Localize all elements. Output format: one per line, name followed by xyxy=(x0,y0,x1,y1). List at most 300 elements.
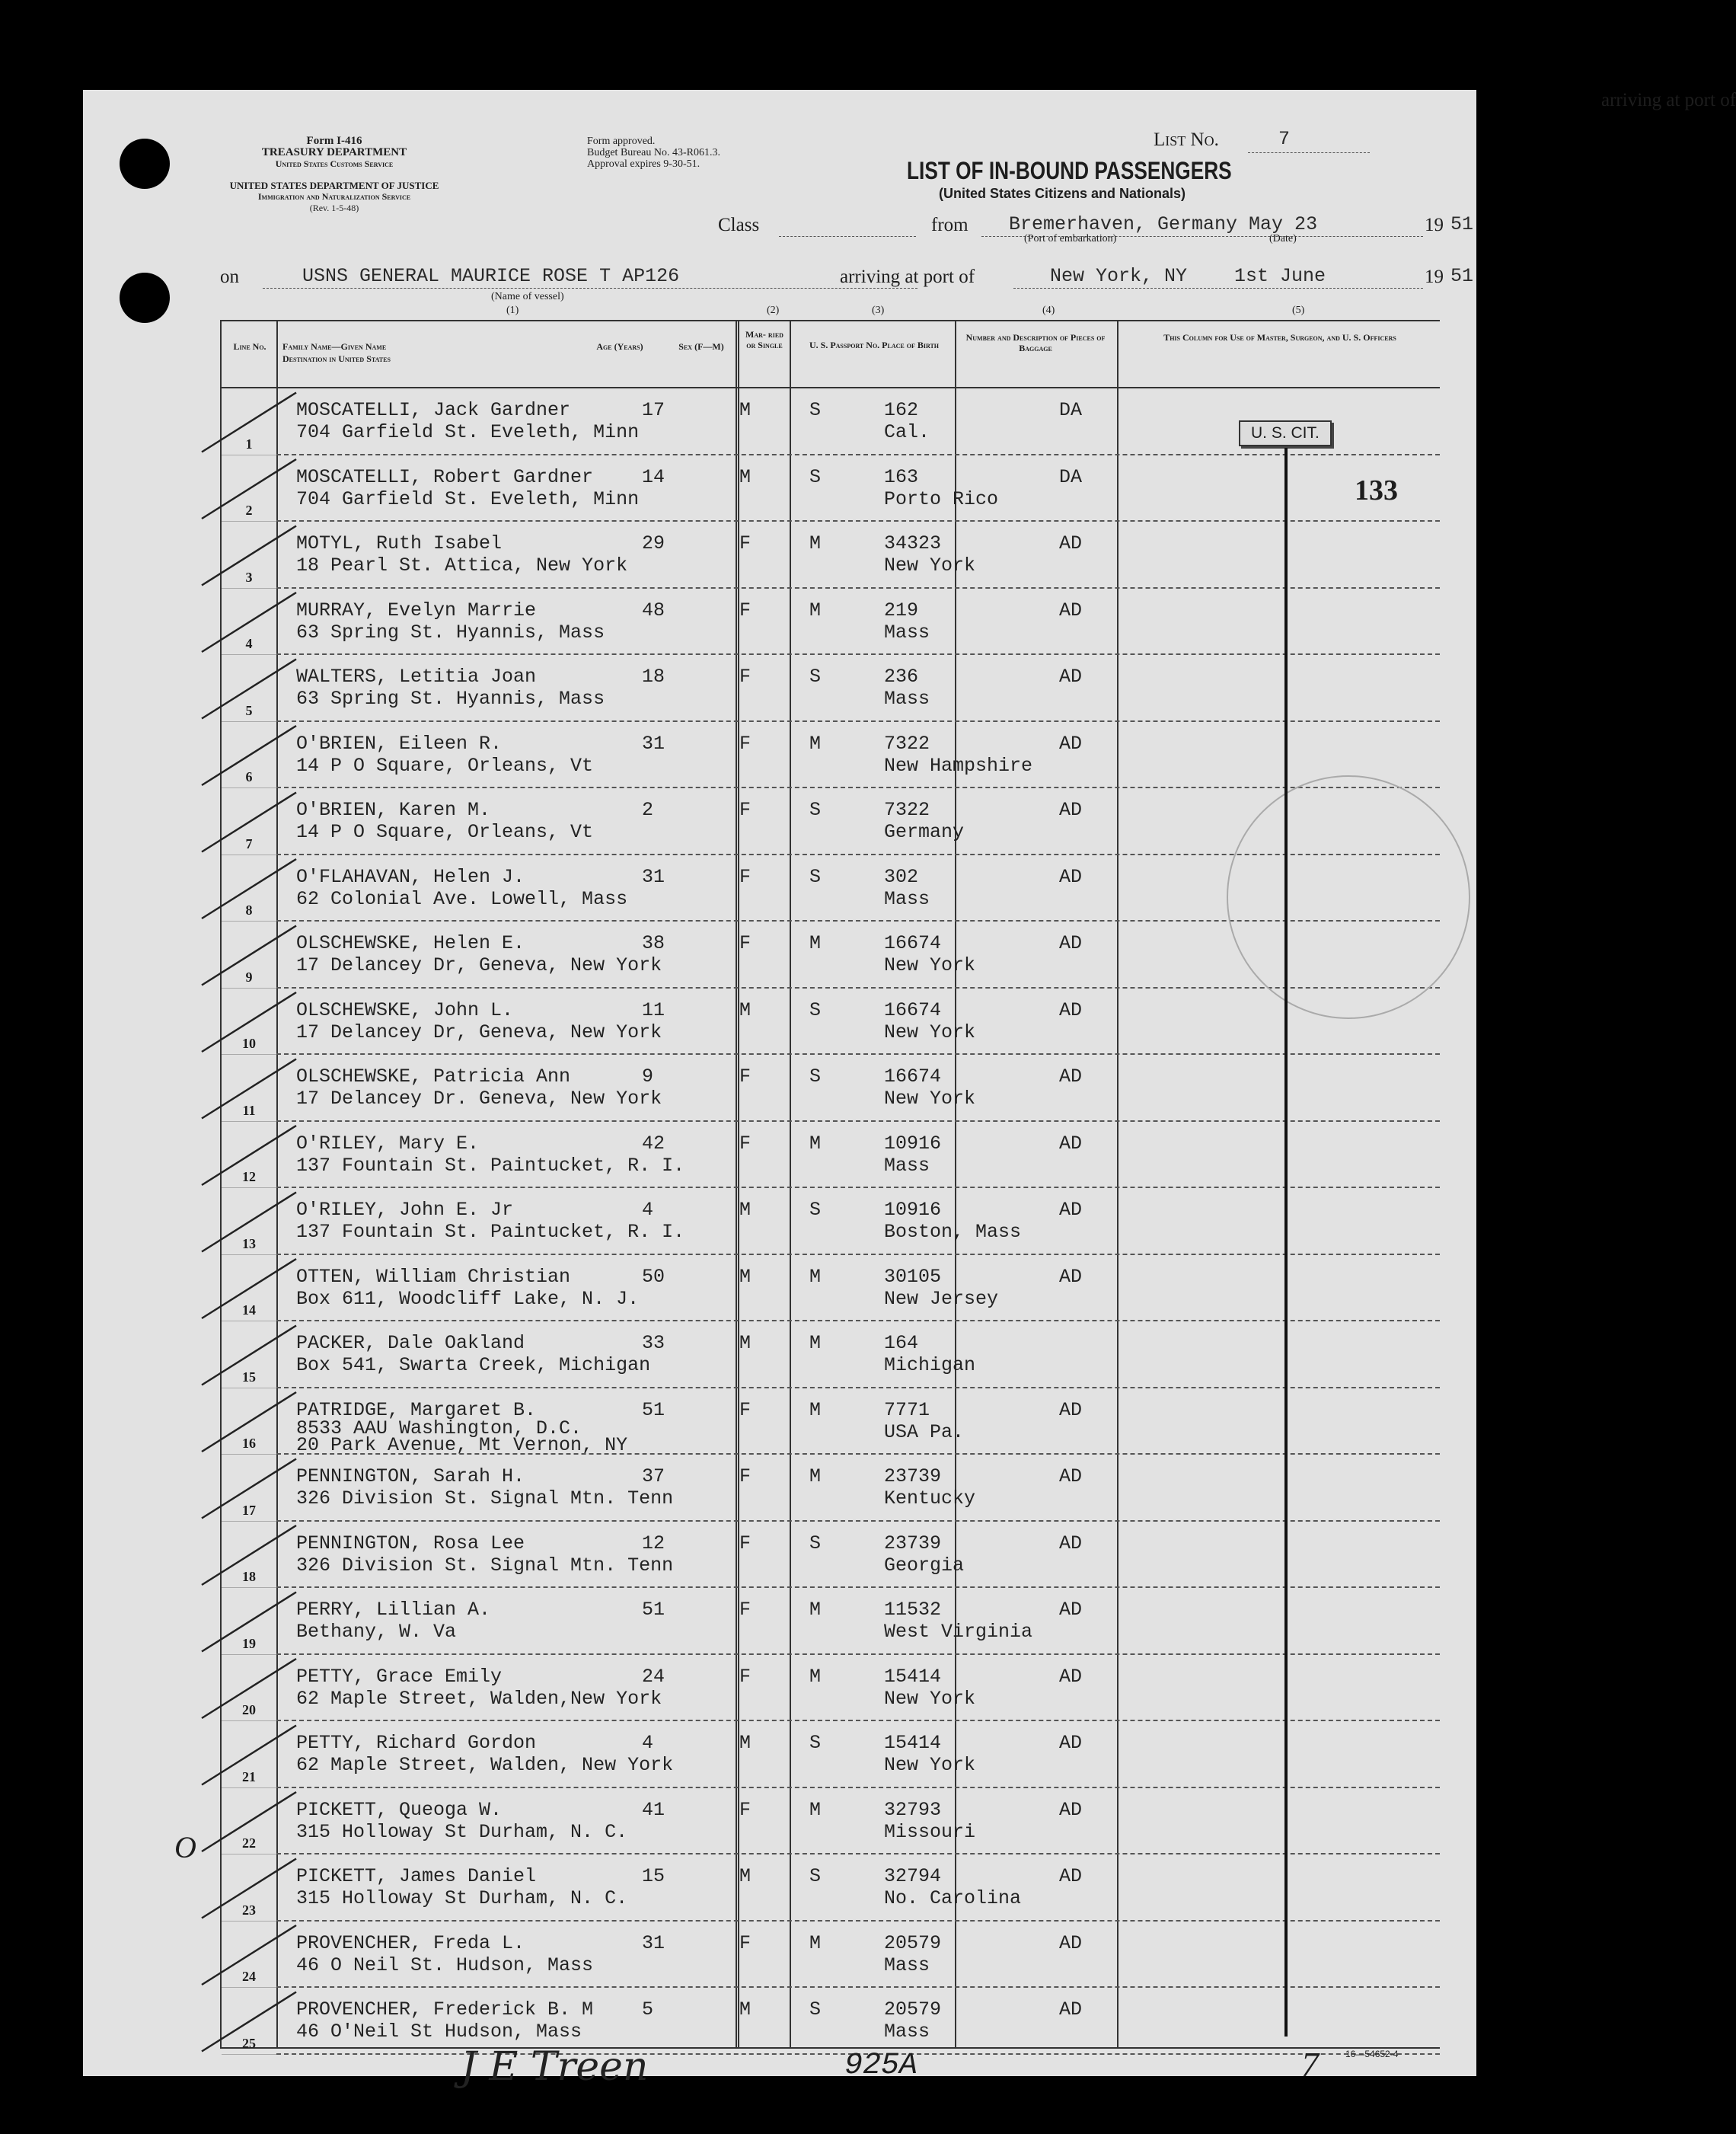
destination: Box 541, Swarta Creek, Michigan xyxy=(296,1354,651,1376)
passenger-age: 50 xyxy=(642,1265,665,1288)
passenger-sex: M xyxy=(739,998,752,1021)
passenger-age: 51 xyxy=(642,1398,665,1421)
passport-number: 219 xyxy=(884,599,919,621)
passenger-name: PETTY, Richard Gordon xyxy=(296,1732,537,1754)
passenger-sex: F xyxy=(739,599,752,621)
baggage: AD xyxy=(1059,1798,1083,1821)
baggage: AD xyxy=(1059,799,1083,821)
destination: 704 Garfield St. Eveleth, Minn xyxy=(296,487,640,510)
line-number: 16 xyxy=(242,1436,256,1451)
table-row xyxy=(222,1655,1440,1722)
class-underline xyxy=(779,236,916,237)
passenger-sex: M xyxy=(739,1998,752,2021)
line-number: 4 xyxy=(245,636,253,651)
place-of-birth: New York xyxy=(884,554,976,577)
passenger-age: 48 xyxy=(642,599,665,621)
marital-status: S xyxy=(809,998,822,1021)
destination: 137 Fountain St. Paintucket, R. I. xyxy=(296,1154,685,1177)
place-of-birth: Georgia xyxy=(884,1554,965,1577)
check-marks xyxy=(83,90,388,2076)
check-mark xyxy=(202,1326,296,1385)
passenger-name: PACKER, Dale Oakland xyxy=(296,1332,525,1354)
place-of-birth: Mass xyxy=(884,621,930,644)
passenger-sex: M xyxy=(739,1732,752,1754)
passenger-sex: M xyxy=(739,465,752,488)
place-of-birth: New York xyxy=(884,1754,976,1776)
place-of-birth: Missouri xyxy=(884,1820,976,1843)
passport-number: 236 xyxy=(884,666,919,688)
passport-number: 16674 xyxy=(884,1065,942,1088)
marital-status: S xyxy=(809,1532,822,1554)
check-mark xyxy=(202,526,296,586)
col-married: Mar- ried or Single xyxy=(745,329,783,350)
passenger-sex: F xyxy=(739,1665,752,1688)
col-officers: This Column for Use of Master, Surgeon, and U. S. Officers xyxy=(1163,332,1396,343)
check-mark xyxy=(202,926,296,986)
baggage: AD xyxy=(1059,732,1083,755)
table-row xyxy=(222,1854,1440,1922)
table-row xyxy=(222,989,1440,1056)
destination: 62 Colonial Ave. Lowell, Mass xyxy=(296,887,628,910)
page-title: LIST OF IN-BOUND PASSENGERS xyxy=(907,157,1232,184)
destination: 63 Spring St. Hyannis, Mass xyxy=(296,688,605,710)
passenger-name: WALTERS, Letitia Joan xyxy=(296,666,537,688)
check-mark xyxy=(202,1193,296,1252)
marital-status: S xyxy=(809,1998,822,2021)
line-number: 10 xyxy=(242,1036,256,1051)
line-number: 12 xyxy=(242,1169,256,1184)
baggage: AD xyxy=(1059,1065,1083,1088)
marital-status: S xyxy=(809,399,822,421)
destination: 704 Garfield St. Eveleth, Minn xyxy=(296,421,640,443)
passenger-sex: M xyxy=(739,1865,752,1887)
baggage: AD xyxy=(1059,932,1083,954)
from-year-prefix: 19 xyxy=(1425,215,1444,235)
passenger-sex: F xyxy=(739,532,752,554)
arrival-year-prefix: 19 xyxy=(1425,267,1444,287)
baggage: AD xyxy=(1059,1665,1083,1688)
check-mark xyxy=(202,1126,296,1185)
marital-status: S xyxy=(809,1065,822,1088)
port-caption: (Port of embarkation) xyxy=(1024,233,1117,244)
passport-number: 23739 xyxy=(884,1465,942,1487)
page-mark: 7 xyxy=(1301,2045,1319,2084)
place-of-birth: New York xyxy=(884,1687,976,1710)
line-number: 23 xyxy=(242,1902,256,1918)
marital-status: M xyxy=(809,1332,822,1354)
place-of-birth: New York xyxy=(884,954,976,976)
customs-service: United States Customs Service xyxy=(275,158,394,169)
check-mark xyxy=(202,1792,296,1851)
passenger-age: 4 xyxy=(642,1732,654,1754)
table-row xyxy=(222,722,1440,789)
place-of-birth: Cal. xyxy=(884,421,930,443)
place-of-birth: Boston, Mass xyxy=(884,1221,1022,1243)
arrival-date: 1st June xyxy=(1234,265,1326,287)
destination: 14 P O Square, Orleans, Vt xyxy=(296,821,594,843)
marital-status: S xyxy=(809,666,822,688)
destination: 46 O Neil St. Hudson, Mass xyxy=(296,1954,594,1976)
table-row xyxy=(222,1721,1440,1788)
passenger-sex: M xyxy=(739,399,752,421)
approval-block xyxy=(587,136,720,170)
marital-status: M xyxy=(809,1465,822,1487)
colnum-4: (4) xyxy=(1042,305,1055,316)
passenger-sex: F xyxy=(739,1398,752,1421)
passenger-age: 4 xyxy=(642,1199,654,1221)
line-number: 1 xyxy=(245,436,253,452)
baggage: AD xyxy=(1059,865,1083,888)
passenger-name: MOTYL, Ruth Isabel xyxy=(296,532,503,554)
passenger-name: PROVENCHER, Freda L. xyxy=(296,1931,525,1954)
place-of-birth: Mass xyxy=(884,1954,930,1976)
place-of-birth: Mass xyxy=(884,887,930,910)
passenger-age: 33 xyxy=(642,1332,665,1354)
passenger-name: O'RILEY, John E. Jr xyxy=(296,1199,514,1221)
passenger-age: 31 xyxy=(642,865,665,888)
passenger-name: OTTEN, William Christian xyxy=(296,1265,571,1288)
col-passport: U. S. Passport No. Place of Birth xyxy=(809,340,939,350)
passenger-name: OLSCHEWSKE, Helen E. xyxy=(296,932,525,954)
line-number: 20 xyxy=(242,1702,256,1717)
destination: 18 Pearl St. Attica, New York xyxy=(296,554,628,577)
table-row xyxy=(222,1455,1440,1522)
signature-code: 925A xyxy=(844,2049,918,2083)
passenger-age: 17 xyxy=(642,399,665,421)
from-label: from xyxy=(931,215,969,235)
passenger-list-page xyxy=(83,90,1736,2090)
table-row xyxy=(222,1055,1440,1122)
passport-number: 30105 xyxy=(884,1265,942,1288)
table-row xyxy=(222,522,1440,589)
baggage: AD xyxy=(1059,1398,1083,1421)
place-of-birth: Michigan xyxy=(884,1354,976,1376)
line-number: 15 xyxy=(242,1369,256,1385)
passenger-name: OLSCHEWSKE, John L. xyxy=(296,998,514,1021)
marital-status: S xyxy=(809,1865,822,1887)
date-caption: (Date) xyxy=(1269,233,1297,244)
check-mark xyxy=(202,1059,296,1119)
place-of-birth: Mass xyxy=(884,1154,930,1177)
destination: Box 611, Woodcliff Lake, N. J. xyxy=(296,1287,640,1310)
passenger-sex: F xyxy=(739,1065,752,1088)
passport-number: 32794 xyxy=(884,1865,942,1887)
passenger-sex: M xyxy=(739,1265,752,1288)
passenger-age: 51 xyxy=(642,1599,665,1621)
approval-line-1: Form approved. xyxy=(587,136,656,147)
passenger-sex: F xyxy=(739,932,752,954)
table-row xyxy=(222,655,1440,722)
marital-status: M xyxy=(809,1665,822,1688)
table-row xyxy=(222,455,1440,522)
passenger-name: MURRAY, Evelyn Marrie xyxy=(296,599,537,621)
check-mark xyxy=(202,793,296,852)
marital-status: S xyxy=(809,1732,822,1754)
check-mark xyxy=(202,726,296,785)
table-row xyxy=(222,1988,1440,2055)
revision: (Rev. 1-5-48) xyxy=(309,203,359,213)
check-mark xyxy=(202,1726,296,1785)
destination: 17 Delancey Dr, Geneva, New York xyxy=(296,954,662,976)
destination: 8533 AAU Washington, D.C. xyxy=(296,1417,582,1439)
line-number: 8 xyxy=(245,902,253,918)
place-of-birth: West Virginia xyxy=(884,1621,1033,1643)
arrival-port: New York, NY xyxy=(1050,265,1188,287)
passenger-name: PROVENCHER, Frederick B. M xyxy=(296,1998,594,2021)
line-number: 24 xyxy=(242,1969,256,1984)
passport-number: 10916 xyxy=(884,1199,942,1221)
baggage: AD xyxy=(1059,1132,1083,1155)
ditto-pen-line xyxy=(1284,448,1288,2037)
destination: 17 Delancey Dr, Geneva, New York xyxy=(296,1021,662,1043)
baggage: AD xyxy=(1059,1532,1083,1554)
passenger-name: MOSCATELLI, Jack Gardner xyxy=(296,399,571,421)
line-number: 7 xyxy=(245,835,253,851)
baggage: AD xyxy=(1059,998,1083,1021)
table-row xyxy=(222,589,1440,656)
passport-number: 302 xyxy=(884,865,919,888)
destination: 17 Delancey Dr. Geneva, New York xyxy=(296,1088,662,1110)
destination-line-2: 20 Park Avenue, Mt Vernon, NY xyxy=(296,1433,628,1456)
line-number: 3 xyxy=(245,569,253,585)
place-of-birth: Germany xyxy=(884,821,965,843)
colnum-1: (1) xyxy=(506,305,519,316)
destination: 315 Holloway St Durham, N. C. xyxy=(296,1820,628,1843)
check-mark xyxy=(202,992,296,1052)
line-number: 18 xyxy=(242,1569,256,1584)
line-number: 6 xyxy=(245,769,253,784)
passenger-age: 9 xyxy=(642,1065,654,1088)
passenger-sex: F xyxy=(739,1931,752,1954)
destination: 62 Maple Street, Walden, New York xyxy=(296,1754,674,1776)
baggage: AD xyxy=(1059,1265,1083,1288)
arrival-underline xyxy=(1013,288,1423,289)
passport-number: 7771 xyxy=(884,1398,930,1421)
table-row xyxy=(222,1388,1440,1455)
check-mark xyxy=(202,859,296,918)
check-mark xyxy=(202,1392,296,1452)
us-citizen-stamp: U. S. CIT. xyxy=(1239,420,1332,446)
passport-number: 16674 xyxy=(884,998,942,1021)
destination: 14 P O Square, Orleans, Vt xyxy=(296,754,594,777)
passenger-age: 42 xyxy=(642,1132,665,1155)
col-age: Age (Years) xyxy=(596,341,643,352)
passport-number: 10916 xyxy=(884,1132,942,1155)
marital-status: S xyxy=(809,865,822,888)
place-of-birth: New York xyxy=(884,1088,976,1110)
margin-mark: O xyxy=(174,1830,196,1864)
table-row xyxy=(222,1321,1440,1388)
place-of-birth: New York xyxy=(884,1021,976,1043)
passenger-name: PICKETT, Queoga W. xyxy=(296,1798,503,1821)
place-of-birth: New Jersey xyxy=(884,1287,999,1310)
table-row xyxy=(222,1922,1440,1989)
baggage: AD xyxy=(1059,666,1083,688)
marital-status: M xyxy=(809,732,822,755)
place-of-birth: New Hampshire xyxy=(884,754,1033,777)
passenger-sex: F xyxy=(739,666,752,688)
line-number: 17 xyxy=(242,1502,256,1518)
passenger-sex: M xyxy=(739,1332,752,1354)
passenger-count: 133 xyxy=(1355,474,1398,506)
marital-status: M xyxy=(809,1265,822,1288)
passenger-age: 37 xyxy=(642,1465,665,1487)
line-number: 2 xyxy=(245,503,253,518)
colnum-2: (2) xyxy=(767,305,780,316)
destination: 326 Division St. Signal Mtn. Tenn xyxy=(296,1487,674,1509)
passenger-age: 38 xyxy=(642,932,665,954)
treasury-department: TREASURY DEPARTMENT xyxy=(261,146,407,158)
line-number: 13 xyxy=(242,1235,256,1251)
from-year: 51 xyxy=(1450,213,1474,235)
line-number: 25 xyxy=(242,2035,256,2051)
baggage: AD xyxy=(1059,1865,1083,1887)
marital-status: S xyxy=(809,799,822,821)
marital-status: M xyxy=(809,532,822,554)
passenger-age: 5 xyxy=(642,1998,654,2021)
check-mark xyxy=(202,1925,296,1985)
marital-status: M xyxy=(809,1132,822,1155)
marital-status: M xyxy=(809,1798,822,1821)
destination: 46 O'Neil St Hudson, Mass xyxy=(296,2021,582,2043)
check-mark xyxy=(202,393,296,452)
place-of-birth: Mass xyxy=(884,688,930,710)
table-row xyxy=(222,1522,1440,1589)
passenger-sex: F xyxy=(739,732,752,755)
check-mark xyxy=(202,1259,296,1318)
passenger-name: O'RILEY, Mary E. xyxy=(296,1132,480,1155)
passport-number: 23739 xyxy=(884,1532,942,1554)
passenger-name: PENNINGTON, Rosa Lee xyxy=(296,1532,525,1554)
line-number: 19 xyxy=(242,1635,256,1651)
class-label: Class xyxy=(718,215,760,235)
vessel-caption: (Name of vessel) xyxy=(491,291,564,302)
check-mark xyxy=(202,1659,296,1718)
passport-number: 32793 xyxy=(884,1798,942,1821)
form-code: 16—54652-4 xyxy=(1345,2049,1399,2059)
baggage: AD xyxy=(1059,1732,1083,1754)
passenger-age: 14 xyxy=(642,465,665,488)
passenger-age: 11 xyxy=(642,998,665,1021)
passport-number: 7322 xyxy=(884,732,930,755)
col-name: Family Name—Given Name xyxy=(282,341,387,352)
passenger-age: 2 xyxy=(642,799,654,821)
destination: 62 Maple Street, Walden,New York xyxy=(296,1687,662,1710)
baggage: AD xyxy=(1059,532,1083,554)
baggage: AD xyxy=(1059,1599,1083,1621)
table-row xyxy=(222,1588,1440,1655)
passenger-sex: F xyxy=(739,799,752,821)
passenger-name: O'FLAHAVAN, Helen J. xyxy=(296,865,525,888)
passport-number: 7322 xyxy=(884,799,930,821)
passenger-name: PICKETT, James Daniel xyxy=(296,1865,537,1887)
colnum-5: (5) xyxy=(1292,305,1305,316)
check-mark xyxy=(202,459,296,519)
baggage: AD xyxy=(1059,599,1083,621)
passenger-age: 15 xyxy=(642,1865,665,1887)
marital-status: S xyxy=(809,1199,822,1221)
vessel-name: USNS GENERAL MAURICE ROSE T AP126 xyxy=(302,265,680,287)
destination: 326 Division St. Signal Mtn. Tenn xyxy=(296,1554,674,1577)
approval-line-3: Approval expires 9-30-51. xyxy=(587,158,700,170)
immigration-service: Immigration and Naturalization Service xyxy=(257,191,411,202)
col-sex: Sex (F—M) xyxy=(678,341,724,352)
passenger-sex: F xyxy=(739,1798,752,1821)
passenger-table xyxy=(220,320,1440,2049)
passenger-sex: M xyxy=(739,1199,752,1221)
line-number: 9 xyxy=(245,969,253,985)
place-of-birth: No. Carolina xyxy=(884,1887,1022,1909)
passport-number: 20579 xyxy=(884,1931,942,1954)
passenger-age: 31 xyxy=(642,1931,665,1954)
list-no-underline xyxy=(1248,152,1370,153)
passenger-sex: F xyxy=(739,1532,752,1554)
passenger-age: 29 xyxy=(642,532,665,554)
baggage: DA xyxy=(1059,465,1083,488)
line-number: 14 xyxy=(242,1302,256,1318)
page-subtitle: (United States Citizens and Nationals) xyxy=(939,186,1186,201)
check-mark xyxy=(202,1525,296,1585)
baggage: DA xyxy=(1059,399,1083,421)
passenger-name: PETTY, Grace Emily xyxy=(296,1665,503,1688)
place-of-birth: Porto Rico xyxy=(884,487,999,510)
marital-status: M xyxy=(809,1599,822,1621)
passport-number: 15414 xyxy=(884,1665,942,1688)
passenger-age: 41 xyxy=(642,1798,665,1821)
passenger-age: 31 xyxy=(642,732,665,755)
passenger-name: OLSCHEWSKE, Patricia Ann xyxy=(296,1065,571,1088)
approval-line-2: Budget Bureau No. 43-R061.3. xyxy=(587,147,720,158)
passenger-age: 24 xyxy=(642,1665,665,1688)
passenger-sex: F xyxy=(739,1465,752,1487)
passenger-sex: F xyxy=(739,1132,752,1155)
inspector-signature: J E Treen xyxy=(461,2044,649,2090)
list-no-value: 7 xyxy=(1278,128,1291,150)
list-no-label: List No. xyxy=(1154,129,1219,150)
line-number: 5 xyxy=(245,702,253,718)
justice-department: UNITED STATES DEPARTMENT OF JUSTICE xyxy=(229,180,439,191)
arrival-year: 51 xyxy=(1450,265,1474,287)
col-destination: Destination in United States xyxy=(282,353,391,364)
baggage: AD xyxy=(1059,1931,1083,1954)
check-mark xyxy=(202,1992,296,2052)
faint-stamp-circle xyxy=(1227,775,1470,1019)
on-label: on xyxy=(220,267,239,287)
col-line-no: Line No. xyxy=(233,341,266,352)
marital-status: M xyxy=(809,1931,822,1954)
line-number: 11 xyxy=(242,1102,256,1118)
marital-status: M xyxy=(809,932,822,954)
marital-status: M xyxy=(809,1398,822,1421)
place-of-birth: Kentucky xyxy=(884,1487,976,1509)
place-of-birth: USA Pa. xyxy=(884,1420,965,1443)
table-row xyxy=(222,1788,1440,1855)
passenger-name: PENNINGTON, Sarah H. xyxy=(296,1465,525,1487)
passenger-name: PERRY, Lillian A. xyxy=(296,1599,491,1621)
check-mark xyxy=(202,1859,296,1918)
passenger-age: 18 xyxy=(642,666,665,688)
check-mark xyxy=(202,660,296,719)
passport-number: 162 xyxy=(884,399,919,421)
baggage: AD xyxy=(1059,1199,1083,1221)
destination: 315 Holloway St Durham, N. C. xyxy=(296,1887,628,1909)
check-mark xyxy=(202,1459,296,1519)
line-number: 21 xyxy=(242,1768,256,1784)
passenger-name: MOSCATELLI, Robert Gardner xyxy=(296,465,594,488)
embarkation-port: Bremerhaven, Germany May 23 xyxy=(1009,213,1318,235)
passenger-sex: F xyxy=(739,865,752,888)
marital-status: M xyxy=(809,599,822,621)
